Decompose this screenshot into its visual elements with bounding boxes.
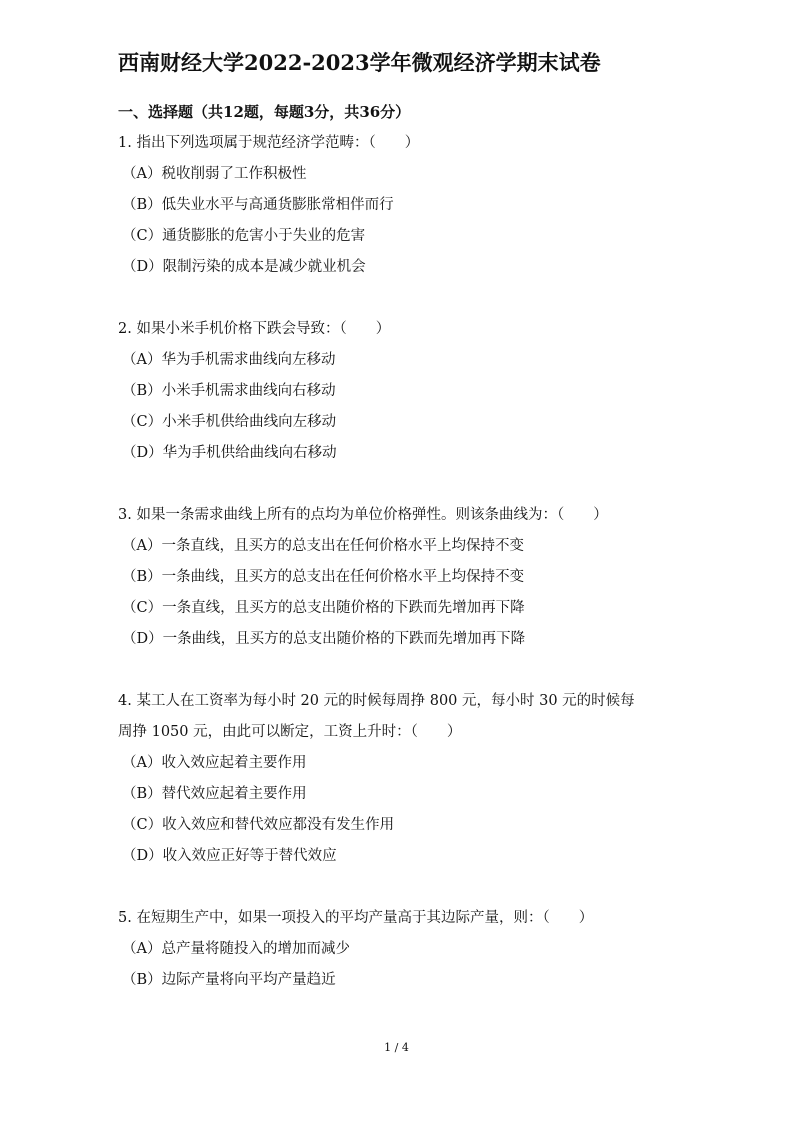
answer-option: （B）小米手机需求曲线向右移动 xyxy=(122,383,336,399)
answer-option: （A）华为手机需求曲线向左移动 xyxy=(122,352,336,368)
answer-option: （C）小米手机供给曲线向左移动 xyxy=(122,414,337,430)
document-body xyxy=(118,97,688,996)
answer-option: （A）税收削弱了工作积极性 xyxy=(122,166,307,182)
question-3 xyxy=(118,500,688,655)
answer-option: （A）总产量将随投入的增加而减少 xyxy=(122,941,350,957)
question-stem: 周挣 1050 元，由此可以断定，工资上升时：（ ） xyxy=(118,724,462,740)
spacer xyxy=(118,872,688,903)
section-heading: 一、选择题（共12题，每题3分，共36分） xyxy=(118,103,411,121)
spacer xyxy=(118,655,688,686)
answer-option: （A）一条直线，且买方的总支出在任何价格水平上均保持不变 xyxy=(122,538,524,554)
answer-option: （A）收入效应起着主要作用 xyxy=(122,755,307,771)
question-stem: 3. 如果一条需求曲线上所有的点均为单位价格弹性。则该条曲线为：（ ） xyxy=(118,507,608,523)
answer-option: （D）收入效应正好等于替代效应 xyxy=(122,848,337,864)
answer-option: （C）一条直线，且买方的总支出随价格的下跌而先增加再下降 xyxy=(122,600,525,616)
spacer xyxy=(118,283,688,314)
question-4 xyxy=(118,686,688,872)
question-stem: 5. 在短期生产中，如果一项投入的平均产量高于其边际产量，则：（ ） xyxy=(118,910,594,926)
answer-option: （C）收入效应和替代效应都没有发生作用 xyxy=(122,817,395,833)
answer-option: （C）通货膨胀的危害小于失业的危害 xyxy=(122,228,366,244)
question-1 xyxy=(118,128,688,283)
spacer xyxy=(118,469,688,500)
question-stem: 2. 如果小米手机价格下跌会导致：（ ） xyxy=(118,321,391,337)
answer-option: （D）一条曲线，且买方的总支出随价格的下跌而先增加再下降 xyxy=(122,631,526,647)
answer-option: （B）替代效应起着主要作用 xyxy=(122,786,307,802)
answer-option: （B）低失业水平与高通货膨胀常相伴而行 xyxy=(122,197,394,213)
question-stem: 1. 指出下列选项属于规范经济学范畴：（ ） xyxy=(118,135,420,151)
document-title: 西南财经大学2022-2023学年微观经济学期末试卷 xyxy=(118,50,601,75)
answer-option: （D）限制污染的成本是减少就业机会 xyxy=(122,259,366,275)
question-list xyxy=(118,128,688,996)
answer-option: （B）一条曲线，且买方的总支出在任何价格水平上均保持不变 xyxy=(122,569,525,585)
question-5 xyxy=(118,903,688,996)
question-2 xyxy=(118,314,688,469)
answer-option: （B）边际产量将向平均产量趋近 xyxy=(122,972,336,988)
page-number: 1 / 4 xyxy=(384,1041,409,1054)
answer-option: （D）华为手机供给曲线向右移动 xyxy=(122,445,337,461)
question-stem: 4. 某工人在工资率为每小时 20 元的时候每周挣 800 元，每小时 30 元的时候每 xyxy=(118,693,635,709)
